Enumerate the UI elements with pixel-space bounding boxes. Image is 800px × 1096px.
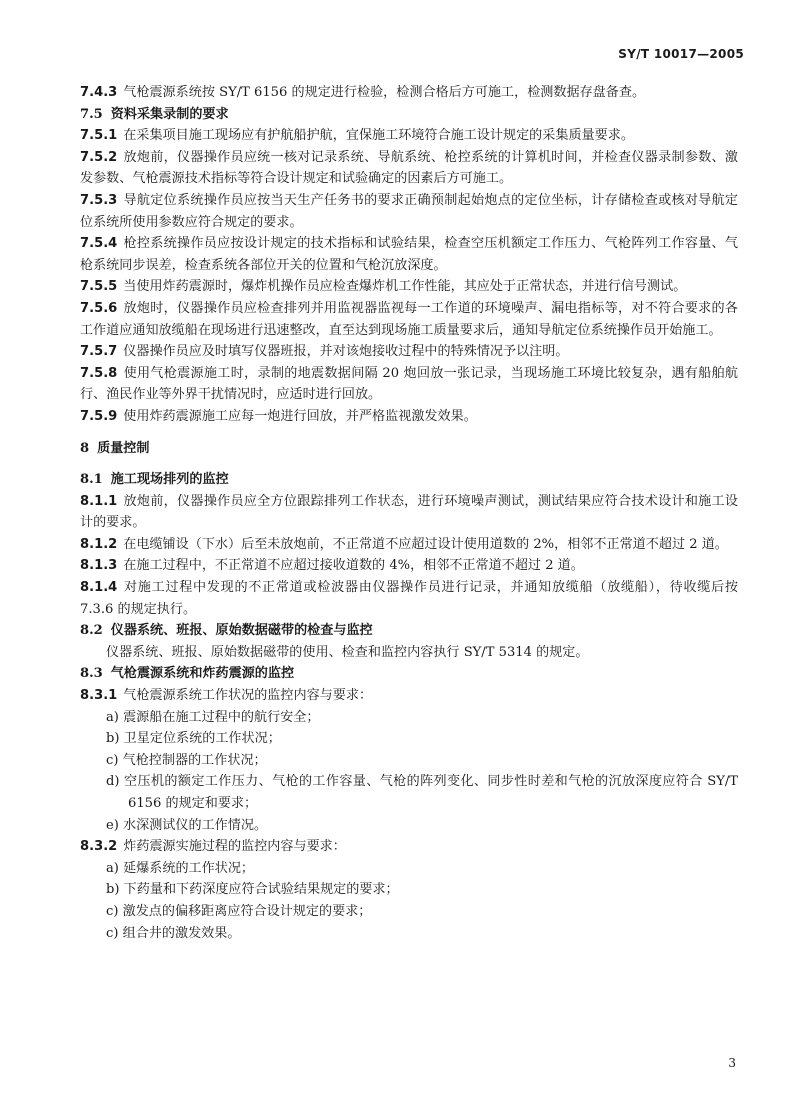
page-number: 3 [728,1056,736,1070]
clause-7-5-1: 7.5.1 在采集项目施工现场应有护航船护航，宜保施工环境符合施工设计规定的采集质量要求。 [80,128,634,144]
list-item-8-3-1-e: e) 水深测试仪的工作情况。 [106,817,268,833]
list-item-8-3-2-b: b) 下药量和下药深度应符合试验结果规定的要求； [106,882,399,898]
clause-7-4-3: 7.4.3 气枪震源系统按 SY/T 6156 的规定进行检验，检测合格后方可施工，检测数据存盘备查。 [80,85,646,100]
clause-7-5-5: 7.5.5 当使用炸药震源时，爆炸机操作员应检查爆炸机工作性能，其应处于正常状态，并进行信号测试。 [80,279,687,295]
standard-number: SY/T 10017—2005 [618,47,744,61]
heading-7-5: 7.5 资料采集录制的要求 [80,106,229,122]
clause-8-1-3: 8.1.3 在施工过程中，不正常道不应超过接收道数的 4%，相邻不正常道不超过 2 道。 [80,558,584,574]
heading-8-2: 8.2 仪器系统、班报、原始数据磁带的检查与监控 [80,623,373,639]
clause-8-3-2: 8.3.2 炸药震源实施过程的监控内容与要求： [80,839,346,855]
clause-7-5-8: 7.5.8 使用气枪震源施工时，录制的地震数据间隔 20 炮回放一张记录，当现场施工环境比较复杂，遇有船舶航行、渔民作业等外界干扰情况时，应适时进行回放。 [80,365,738,403]
page-content [80,82,738,944]
clause-7-5-4: 7.5.4 枪控系统操作员应按设计规定的技术指标和试验结果，检查空压机额定工作压力、气枪阵列工作容量、气枪系统同步误差，检查系统各部位开关的位置和气枪沉放深度。 [80,236,738,273]
clause-7-5-6: 7.5.6 放炮时，仪器操作员应检查排列并用监视器监视每一工作道的环境噪声、漏电指标等，对不符合要求的各工作道应通知放缆船在现场进行迅速整改，直至达到现场施工质量要求后，通知导航定位系统操作员开始施工。 [80,300,738,338]
clause-8-1-1: 8.1.1 放炮前，仪器操作员应全方位跟踪排列工作状态，进行环境噪声测试，测试结果应符合技术设计和施工设计的要求。 [80,493,738,531]
clause-7-5-3: 7.5.3 导航定位系统操作员应按当天生产任务书的要求正确预制起始炮点的定位坐标，计存储检查或核对导航定位系统所使用参数应符合规定的要求。 [80,192,738,230]
list-item-8-3-2-c: c) 激发点的偏移距离应符合设计规定的要求； [106,903,372,919]
list-item-8-3-2-d: c) 组合井的激发效果。 [106,925,241,941]
list-item-8-3-1-b: b) 卫星定位系统的工作状况； [106,731,281,747]
heading-8-3: 8.3 气枪震源系统和炸药震源的监控 [80,666,295,682]
heading-8-1: 8.1 施工现场排列的监控 [80,472,229,488]
paragraph-8-2: 仪器系统、班报、原始数据磁带的使用、检查和监控内容执行 SY/T 5314 的规定。 [106,644,589,660]
list-item-8-3-2-a: a) 延爆系统的工作状况； [106,860,255,876]
section-heading-8: 8 质量控制 [80,440,150,456]
list-item-8-3-1-d: d) 空压机的额定工作压力、气枪的工作容量、气枪的阵列变化、同步性时差和气枪的沉放深度应符合 SY/T 6156 的规定和要求； [106,774,738,811]
clause-7-5-9: 7.5.9 使用炸药震源施工应每一炮进行回放，并严格监视激发效果。 [80,408,477,424]
list-item-8-3-1-c: c) 气枪控制器的工作状况； [106,752,267,768]
clause-8-1-2: 8.1.2 在电缆铺设（下水）后至未放炮前，不正常道不应超过设计使用道数的 2%，相邻不正常道不超过 2 道。 [80,536,728,552]
list-item-8-3-1-a: a) 震源船在施工过程中的航行安全； [106,709,320,725]
clause-7-5-7: 7.5.7 仪器操作员应及时填写仪器班报，并对该炮接收过程中的特殊情况予以注明。 [80,344,569,360]
clause-8-1-4: 8.1.4 对施工过程中发现的不正常道或检波器由仪器操作员进行记录，并通知放缆船（放缆船），待收缆后按 7.3.6 的规定执行。 [80,580,738,617]
clause-7-5-2: 7.5.2 放炮前，仪器操作员应统一核对记录系统、导航系统、枪控系统的计算机时间，并检查仪器录制参数、激发参数、气枪震源技术指标等符合设计规定和试验确定的因素后方可施工。 [80,149,738,187]
clause-8-3-1: 8.3.1 气枪震源系统工作状况的监控内容与要求： [80,688,373,704]
